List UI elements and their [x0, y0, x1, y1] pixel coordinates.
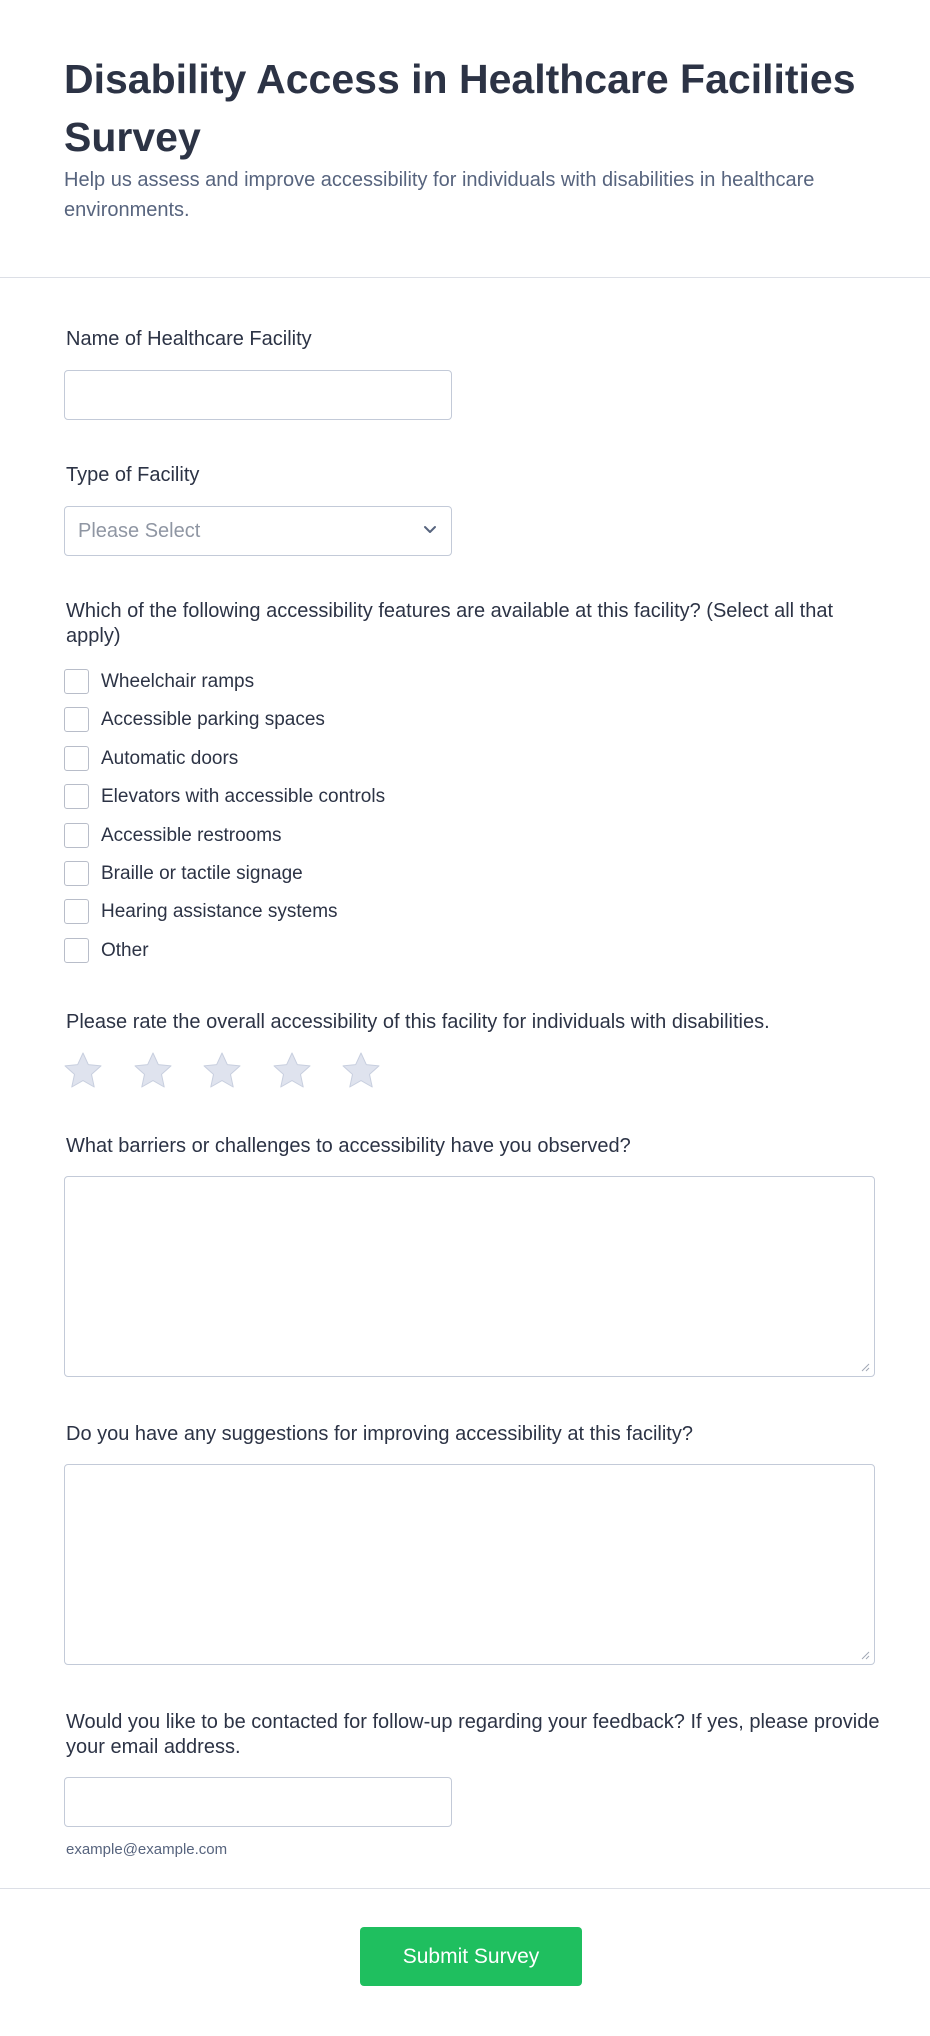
facility-name-input[interactable] [64, 370, 452, 420]
rating-star-icon[interactable] [271, 1050, 313, 1092]
checkbox-option[interactable] [64, 861, 564, 887]
star-rating [62, 1050, 402, 1092]
email-input[interactable] [64, 1777, 452, 1827]
checkbox-option[interactable] [64, 899, 564, 925]
rating-star-icon[interactable] [132, 1050, 174, 1092]
checkbox-label: Automatic doors [101, 748, 239, 769]
features-label: Which of the following accessibility features are available at this facility? (Select all that apply) [66, 600, 834, 647]
checkbox[interactable] [64, 861, 89, 886]
email-sublabel: example@example.com [66, 1841, 228, 1858]
checkbox-option[interactable] [64, 823, 564, 849]
barriers-label: What barriers or challenges to accessibility have you observed? [66, 1135, 631, 1157]
checkbox-option[interactable] [64, 669, 564, 695]
checkbox-label: Accessible restrooms [101, 825, 282, 846]
submit-survey-button[interactable] [360, 1927, 582, 1986]
checkbox[interactable] [64, 823, 89, 848]
rating-star-icon[interactable] [62, 1050, 104, 1092]
rating-star-icon[interactable] [201, 1050, 243, 1092]
page-title: Disability Access in Healthcare Facilities Survey [64, 56, 856, 160]
submit-survey-label: Submit Survey [402, 1945, 540, 1968]
form-header [0, 0, 930, 278]
checkbox-label: Elevators with accessible controls [101, 786, 386, 807]
suggestions-label: Do you have any suggestions for improving accessibility at this facility? [66, 1423, 693, 1445]
checkbox[interactable] [64, 669, 89, 694]
checkbox-option[interactable] [64, 784, 564, 810]
checkbox-label: Other [101, 940, 149, 961]
checkbox-label: Braille or tactile signage [101, 863, 303, 884]
facility-type-select[interactable] [64, 506, 452, 556]
barriers-textarea[interactable] [64, 1176, 875, 1377]
checkbox-label: Wheelchair ramps [101, 671, 255, 692]
checkbox-option[interactable] [64, 746, 564, 772]
resize-grip-icon[interactable] [860, 1362, 870, 1372]
facility-type-placeholder: Please Select [78, 520, 201, 542]
facility-type-label: Type of Facility [66, 464, 200, 486]
resize-grip-icon[interactable] [860, 1650, 870, 1660]
checkbox-option[interactable] [64, 707, 564, 733]
suggestions-textarea[interactable] [64, 1464, 875, 1665]
page-subtitle: Help us assess and improve accessibility for individuals with disabilities in healthcare environments. [64, 169, 815, 221]
checkbox-label: Accessible parking spaces [101, 709, 325, 730]
facility-name-label: Name of Healthcare Facility [66, 328, 312, 350]
chevron-down-icon [423, 523, 437, 537]
checkbox-option[interactable] [64, 938, 564, 964]
rating-star-icon[interactable] [340, 1050, 382, 1092]
checkbox[interactable] [64, 899, 89, 924]
checkbox[interactable] [64, 707, 89, 732]
checkbox[interactable] [64, 746, 89, 771]
followup-label: Would you like to be contacted for follow-up regarding your feedback? If yes, please provide your email address. [66, 1711, 880, 1758]
rating-label: Please rate the overall accessibility of this facility for individuals with disabilities. [66, 1011, 770, 1033]
checkbox[interactable] [64, 784, 89, 809]
checkbox-label: Hearing assistance systems [101, 901, 338, 922]
checkbox[interactable] [64, 938, 89, 963]
